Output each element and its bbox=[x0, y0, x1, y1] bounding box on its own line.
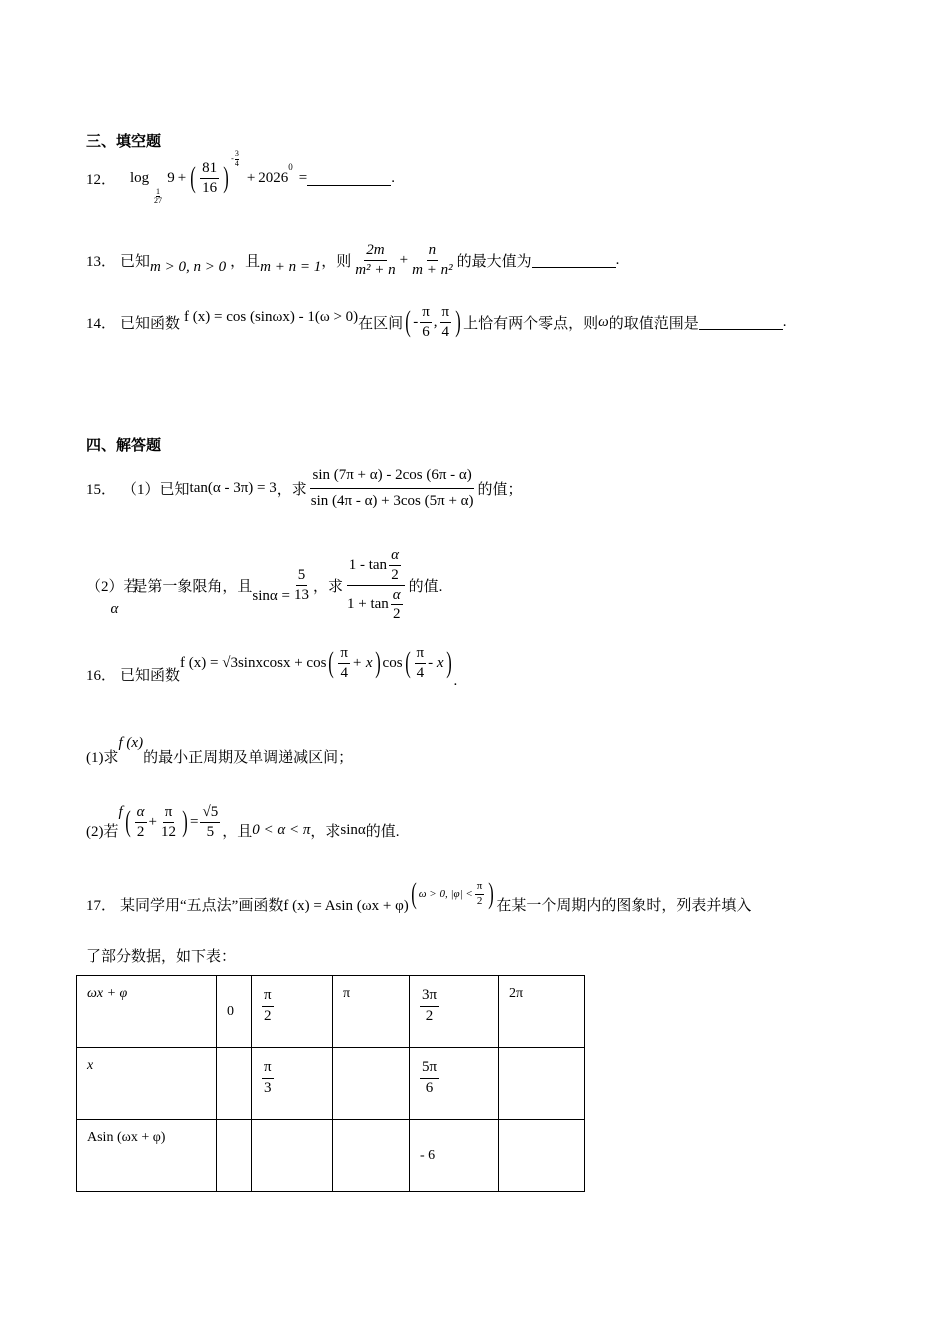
table-cell: $\frac{\pi}{2}$ bbox=[252, 976, 333, 1048]
question-15-part-2: （2）若 α 是第一象限角，且 sinα = $\frac{5}{13}$ ，求 1 - tan $\frac{\alpha}{2}$ 1 + tan $\frac{\alpha}{2}$ 的值. bbox=[86, 547, 443, 623]
section-title-fill-in: 三、填空题 bbox=[86, 134, 162, 150]
question-16-part-1: (1)求 f (x) 的最小正周期及单调递减区间； bbox=[86, 734, 354, 766]
answer-blank[interactable] bbox=[699, 315, 783, 330]
table-row bbox=[77, 1048, 585, 1120]
fraction-2m: $\frac{2m}{\text{m² + n}}$ bbox=[355, 241, 396, 278]
row-header: x bbox=[77, 1048, 217, 1120]
half-angle-fraction: 1 - tan $\frac{\alpha}{2}$ 1 + tan $\frac{\alpha}{2}$ bbox=[345, 546, 407, 624]
table-cell: π bbox=[333, 976, 410, 1048]
table-cell[interactable] bbox=[252, 1120, 333, 1192]
question-16: 16． 已知函数 f (x) = √3sinxcosx + cos ( $\frac{\pi}{4}$ + x ) cos ( $\frac{\pi}{4}$ - x ) . bbox=[86, 644, 458, 689]
answer-blank[interactable] bbox=[307, 171, 391, 186]
question-12: 12． log 1 27 9 + ( $\frac{81}{16}$ ) - 3 4 + 2026 $^0$ = . bbox=[86, 149, 396, 206]
table-row bbox=[77, 976, 585, 1048]
table-cell: $\frac{5\pi}{6}$ bbox=[410, 1048, 499, 1120]
question-16-part-2: (2)若 f ( $\frac{\alpha}{2}$ + $\frac{\pi}{12}$ ) = $\frac{√5}{5}$ ，且 0 < α < π ，求 sinα 的值. bbox=[86, 803, 400, 840]
table-cell[interactable] bbox=[333, 1120, 410, 1192]
row-header: Asin (ωx + φ) bbox=[77, 1120, 217, 1192]
question-number: 12． bbox=[86, 171, 117, 188]
table-cell: 2π bbox=[499, 976, 585, 1048]
fraction-n: $\frac{n}{\text{m + n²}}$ bbox=[412, 241, 453, 278]
question-number: 13． bbox=[86, 253, 117, 270]
question-13: 13． 已知 m > 0, n > 0 ，且 m + n = 1 ，则 $\frac{2m}{\text{m² + n}}$ + $\frac{n}{\text{m + n²}}$ 的最大值为 . bbox=[86, 241, 620, 278]
five-point-table bbox=[76, 975, 585, 1192]
log-symbol: log bbox=[130, 169, 150, 186]
fraction-81-16: $\frac{81}{16}$ bbox=[202, 159, 218, 196]
table-cell: $\frac{3\pi}{2}$ bbox=[410, 976, 499, 1048]
table-cell: - 6 bbox=[410, 1120, 499, 1192]
table-cell: 0 bbox=[217, 976, 252, 1048]
table-cell: $\frac{\pi}{3}$ bbox=[252, 1048, 333, 1120]
section-title-answer: 四、解答题 bbox=[86, 438, 162, 454]
question-15-part-1: 15． （1）已知 tan(α - 3π) = 3 ，求 $\frac{\sin (7\pi + \alpha) - 2\cos (6\pi - \alpha)}{\sin (4\pi - \alpha) + 3\cos (5\pi + \alpha)}$ 的值； bbox=[86, 466, 523, 509]
question-17: 17． 某同学用“五点法”画函数 f (x) = Asin (ωx + φ) ( ω > 0, |φ| < $\frac{\pi}{2}$ ) 在某一个周期内的图象时，列表并填入 bbox=[86, 877, 752, 914]
question-number: 15． bbox=[86, 481, 117, 498]
table-cell[interactable] bbox=[217, 1048, 252, 1120]
question-number: 14． bbox=[86, 315, 117, 332]
row-header: ωx + φ bbox=[77, 976, 217, 1048]
exponent: - 3 4 bbox=[231, 149, 239, 168]
table-cell[interactable] bbox=[499, 1120, 585, 1192]
table-cell[interactable] bbox=[333, 1048, 410, 1120]
question-number: 17． bbox=[86, 897, 117, 914]
trig-fraction: $\frac{\sin (7\pi + \alpha) - 2\cos (6\pi - \alpha)}{\sin (4\pi - \alpha) + 3\cos (5\pi + \alpha)}$ bbox=[310, 466, 474, 509]
question-14: 14． 已知函数 f (x) = cos (sinωx) - 1(ω > 0) 在区间 ( - $\frac{\pi}{6}$ , $\frac{\pi}{4}$ ) 上恰有两个零点，则 ω 的取值范围是 . bbox=[86, 303, 787, 340]
question-17-continued: 了部分数据，如下表： bbox=[86, 949, 237, 965]
table-row bbox=[77, 1120, 585, 1192]
table-cell[interactable] bbox=[217, 1120, 252, 1192]
log-base: 1 27 bbox=[154, 186, 163, 206]
table-cell[interactable] bbox=[499, 1048, 585, 1120]
question-number: 16． bbox=[86, 667, 117, 684]
answer-blank[interactable] bbox=[532, 253, 616, 268]
